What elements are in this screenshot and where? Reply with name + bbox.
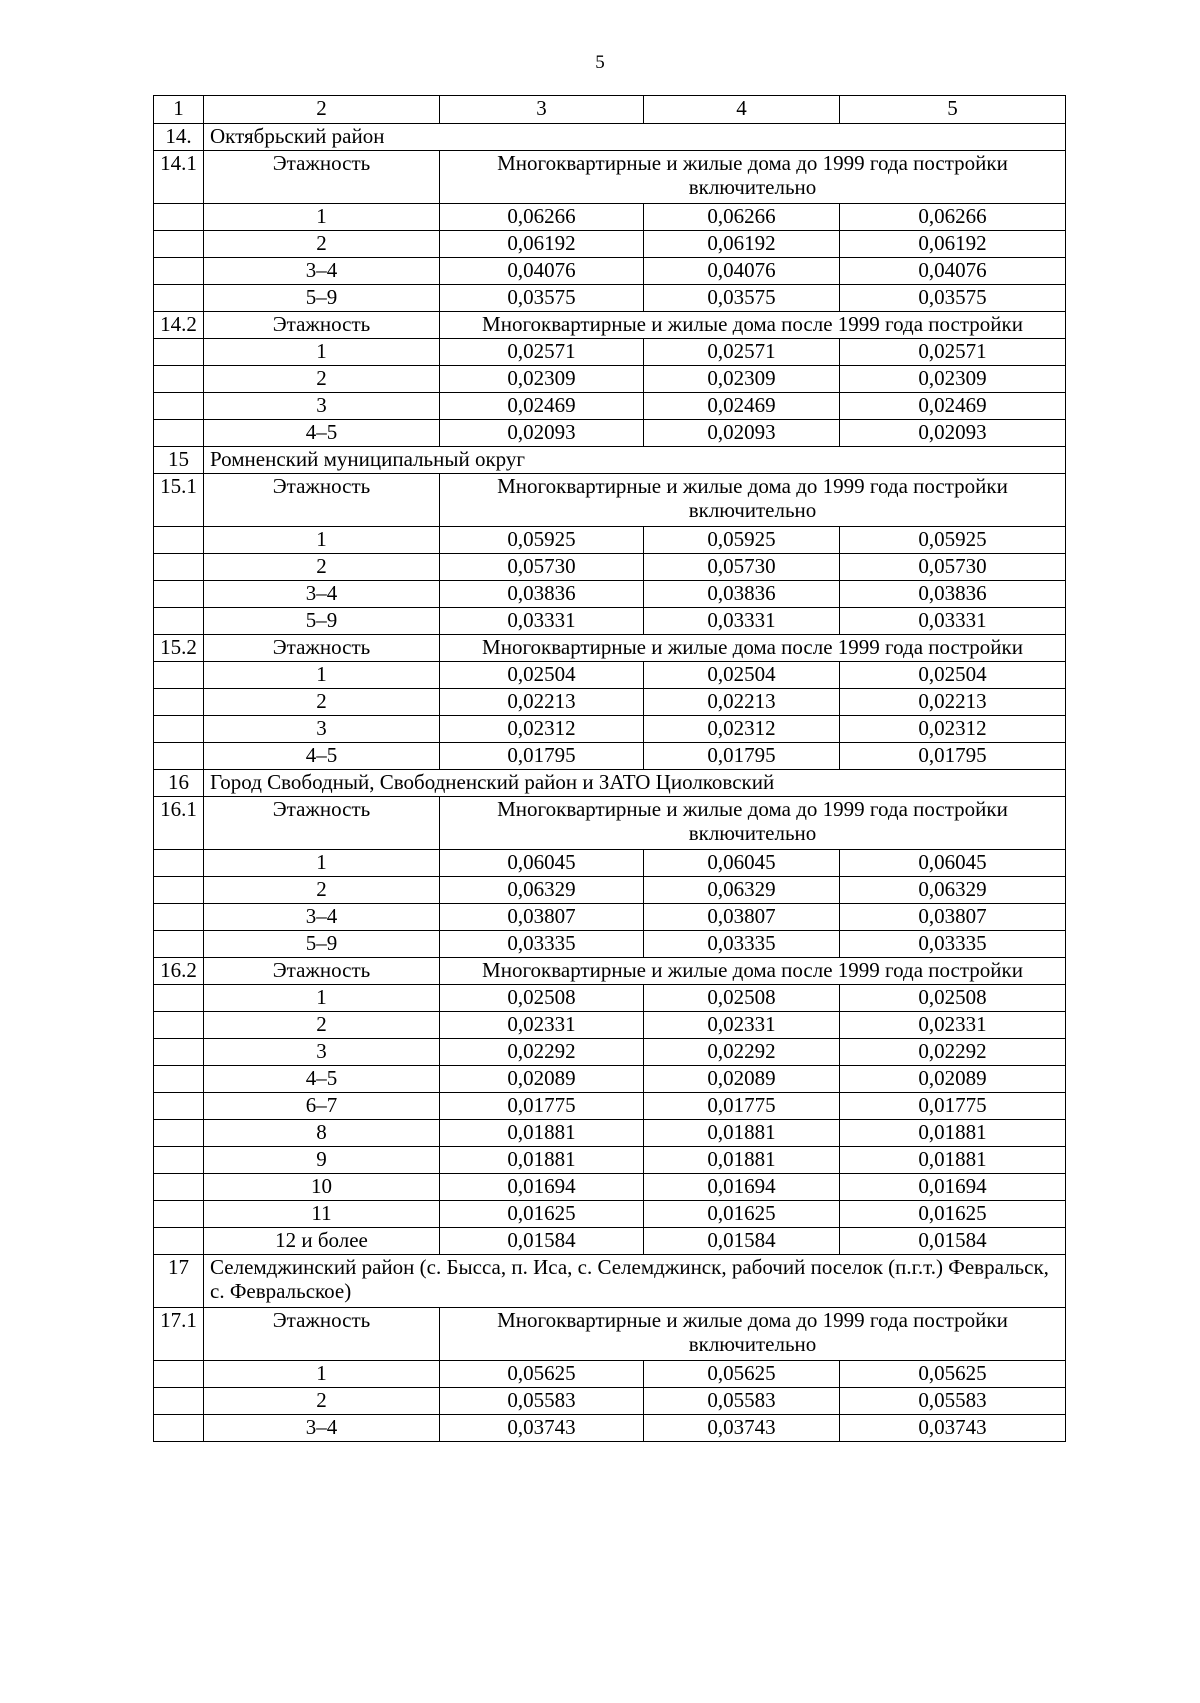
- floors-cell: 5–9: [204, 608, 440, 635]
- section-name: Селемджинский район (с. Бысса, п. Иса, с. Селемджинск, рабочий поселок (п.г.т.) Февральск, с. Февральское): [204, 1255, 1066, 1308]
- row-number-cell: [154, 743, 204, 770]
- value-col3: 0,03335: [440, 931, 644, 958]
- floors-cell: 8: [204, 1120, 440, 1147]
- value-col3: 0,04076: [440, 258, 644, 285]
- row-number-cell: [154, 420, 204, 447]
- value-col4: 0,01625: [644, 1201, 840, 1228]
- subsection-number: 15.1: [154, 474, 204, 527]
- value-col5: 0,03331: [840, 608, 1066, 635]
- value-col5: 0,06045: [840, 850, 1066, 877]
- table-body: [154, 96, 1066, 1442]
- row-number-cell: [154, 527, 204, 554]
- row-number-cell: [154, 366, 204, 393]
- section-row: [154, 770, 1066, 797]
- value-col5: 0,02312: [840, 716, 1066, 743]
- section-name: Город Свободный, Свободненский район и ЗАТО Циолковский: [204, 770, 1066, 797]
- row-number-cell: [154, 204, 204, 231]
- section-number: 16: [154, 770, 204, 797]
- value-col4: 0,02213: [644, 689, 840, 716]
- building-category: Многоквартирные и жилые дома до 1999 года постройки включительно: [440, 474, 1066, 527]
- floors-label: Этажность: [204, 958, 440, 985]
- floors-cell: 5–9: [204, 285, 440, 312]
- row-number-cell: [154, 716, 204, 743]
- row-number-cell: [154, 1201, 204, 1228]
- table-row: [154, 716, 1066, 743]
- table-row: [154, 366, 1066, 393]
- floors-cell: 2: [204, 554, 440, 581]
- value-col4: 0,02089: [644, 1066, 840, 1093]
- table-row: [154, 1415, 1066, 1442]
- floors-label: Этажность: [204, 312, 440, 339]
- value-col3: 0,02292: [440, 1039, 644, 1066]
- value-col4: 0,02331: [644, 1012, 840, 1039]
- section-row: [154, 1255, 1066, 1308]
- column-number: 3: [440, 96, 644, 124]
- value-col4: 0,02292: [644, 1039, 840, 1066]
- row-number-cell: [154, 1120, 204, 1147]
- value-col3: 0,06045: [440, 850, 644, 877]
- value-col4: 0,03335: [644, 931, 840, 958]
- table-row: [154, 285, 1066, 312]
- value-col3: 0,05730: [440, 554, 644, 581]
- value-col3: 0,02093: [440, 420, 644, 447]
- row-number-cell: [154, 1228, 204, 1255]
- floors-cell: 9: [204, 1147, 440, 1174]
- section-number: 15: [154, 447, 204, 474]
- section-row: [154, 447, 1066, 474]
- table-row: [154, 1388, 1066, 1415]
- value-col3: 0,01625: [440, 1201, 644, 1228]
- floors-cell: 3–4: [204, 258, 440, 285]
- value-col5: 0,06192: [840, 231, 1066, 258]
- row-number-cell: [154, 877, 204, 904]
- value-col5: 0,06266: [840, 204, 1066, 231]
- building-category: Многоквартирные и жилые дома после 1999 года постройки: [440, 312, 1066, 339]
- value-col3: 0,01881: [440, 1120, 644, 1147]
- value-col4: 0,05730: [644, 554, 840, 581]
- table-row: [154, 527, 1066, 554]
- subsection-number: 14.2: [154, 312, 204, 339]
- building-category: Многоквартирные и жилые дома до 1999 года постройки включительно: [440, 1308, 1066, 1361]
- value-col3: 0,03331: [440, 608, 644, 635]
- floors-cell: 2: [204, 366, 440, 393]
- table-row: [154, 1039, 1066, 1066]
- value-col3: 0,06329: [440, 877, 644, 904]
- row-number-cell: [154, 904, 204, 931]
- subsection-header-row: [154, 797, 1066, 850]
- value-col5: 0,01775: [840, 1093, 1066, 1120]
- value-col5: 0,02089: [840, 1066, 1066, 1093]
- floors-cell: 11: [204, 1201, 440, 1228]
- section-number: 14.: [154, 124, 204, 151]
- value-col4: 0,04076: [644, 258, 840, 285]
- value-col4: 0,03575: [644, 285, 840, 312]
- value-col5: 0,02469: [840, 393, 1066, 420]
- row-number-cell: [154, 1415, 204, 1442]
- value-col5: 0,03743: [840, 1415, 1066, 1442]
- row-number-cell: [154, 1093, 204, 1120]
- value-col4: 0,03807: [644, 904, 840, 931]
- value-col4: 0,05625: [644, 1361, 840, 1388]
- row-number-cell: [154, 931, 204, 958]
- row-number-cell: [154, 1388, 204, 1415]
- floors-cell: 5–9: [204, 931, 440, 958]
- floors-cell: 1: [204, 1361, 440, 1388]
- value-col3: 0,02089: [440, 1066, 644, 1093]
- floors-cell: 4–5: [204, 743, 440, 770]
- table-row: [154, 420, 1066, 447]
- value-col5: 0,03836: [840, 581, 1066, 608]
- value-col5: 0,03807: [840, 904, 1066, 931]
- building-category: Многоквартирные и жилые дома после 1999 года постройки: [440, 958, 1066, 985]
- section-name: Ромненский муниципальный округ: [204, 447, 1066, 474]
- subsection-number: 16.2: [154, 958, 204, 985]
- value-col4: 0,02508: [644, 985, 840, 1012]
- value-col5: 0,06329: [840, 877, 1066, 904]
- table-row: [154, 1120, 1066, 1147]
- value-col4: 0,02093: [644, 420, 840, 447]
- floors-cell: 3: [204, 716, 440, 743]
- row-number-cell: [154, 1361, 204, 1388]
- value-col5: 0,03575: [840, 285, 1066, 312]
- table-row: [154, 743, 1066, 770]
- value-col5: 0,01881: [840, 1147, 1066, 1174]
- row-number-cell: [154, 1012, 204, 1039]
- subsection-header-row: [154, 151, 1066, 204]
- floors-cell: 4–5: [204, 420, 440, 447]
- building-category: Многоквартирные и жилые дома до 1999 года постройки включительно: [440, 797, 1066, 850]
- floors-cell: 3–4: [204, 904, 440, 931]
- table-row: [154, 662, 1066, 689]
- table-row: [154, 1147, 1066, 1174]
- value-col4: 0,02309: [644, 366, 840, 393]
- table-row: [154, 393, 1066, 420]
- column-number: 1: [154, 96, 204, 124]
- column-number-row: [154, 96, 1066, 124]
- value-col5: 0,02292: [840, 1039, 1066, 1066]
- value-col5: 0,04076: [840, 258, 1066, 285]
- table-row: [154, 1361, 1066, 1388]
- floors-cell: 1: [204, 204, 440, 231]
- value-col3: 0,05625: [440, 1361, 644, 1388]
- value-col3: 0,02309: [440, 366, 644, 393]
- value-col4: 0,01881: [644, 1147, 840, 1174]
- table-row: [154, 1201, 1066, 1228]
- value-col4: 0,05583: [644, 1388, 840, 1415]
- value-col5: 0,01694: [840, 1174, 1066, 1201]
- floors-cell: 2: [204, 231, 440, 258]
- value-col5: 0,05730: [840, 554, 1066, 581]
- floors-cell: 3–4: [204, 581, 440, 608]
- floors-cell: 2: [204, 1012, 440, 1039]
- value-col3: 0,03836: [440, 581, 644, 608]
- value-col3: 0,02508: [440, 985, 644, 1012]
- subsection-number: 15.2: [154, 635, 204, 662]
- page-number: 5: [595, 52, 605, 73]
- table-row: [154, 608, 1066, 635]
- value-col3: 0,02469: [440, 393, 644, 420]
- value-col5: 0,01881: [840, 1120, 1066, 1147]
- value-col5: 0,02504: [840, 662, 1066, 689]
- column-number: 5: [840, 96, 1066, 124]
- value-col3: 0,01694: [440, 1174, 644, 1201]
- value-col4: 0,06192: [644, 231, 840, 258]
- row-number-cell: [154, 608, 204, 635]
- floors-cell: 3: [204, 393, 440, 420]
- floors-cell: 1: [204, 527, 440, 554]
- floors-cell: 2: [204, 689, 440, 716]
- building-category: Многоквартирные и жилые дома после 1999 года постройки: [440, 635, 1066, 662]
- row-number-cell: [154, 231, 204, 258]
- value-col4: 0,02469: [644, 393, 840, 420]
- floors-cell: 2: [204, 1388, 440, 1415]
- row-number-cell: [154, 1174, 204, 1201]
- value-col4: 0,06045: [644, 850, 840, 877]
- row-number-cell: [154, 850, 204, 877]
- value-col5: 0,05925: [840, 527, 1066, 554]
- value-col4: 0,02571: [644, 339, 840, 366]
- table-row: [154, 1174, 1066, 1201]
- row-number-cell: [154, 339, 204, 366]
- value-col3: 0,03743: [440, 1415, 644, 1442]
- table-row: [154, 204, 1066, 231]
- value-col5: 0,01795: [840, 743, 1066, 770]
- value-col5: 0,05583: [840, 1388, 1066, 1415]
- value-col3: 0,05583: [440, 1388, 644, 1415]
- table-row: [154, 1093, 1066, 1120]
- value-col5: 0,01625: [840, 1201, 1066, 1228]
- value-col4: 0,06266: [644, 204, 840, 231]
- column-number: 2: [204, 96, 440, 124]
- column-number: 4: [644, 96, 840, 124]
- subsection-number: 16.1: [154, 797, 204, 850]
- value-col5: 0,02093: [840, 420, 1066, 447]
- floors-cell: 3: [204, 1039, 440, 1066]
- value-col3: 0,05925: [440, 527, 644, 554]
- table-row: [154, 850, 1066, 877]
- floors-cell: 4–5: [204, 1066, 440, 1093]
- row-number-cell: [154, 985, 204, 1012]
- value-col3: 0,03807: [440, 904, 644, 931]
- row-number-cell: [154, 1039, 204, 1066]
- value-col4: 0,01881: [644, 1120, 840, 1147]
- table-row: [154, 258, 1066, 285]
- table-row: [154, 1228, 1066, 1255]
- section-name: Октябрьский район: [204, 124, 1066, 151]
- value-col5: 0,01584: [840, 1228, 1066, 1255]
- table-row: [154, 554, 1066, 581]
- floors-label: Этажность: [204, 151, 440, 204]
- value-col3: 0,01584: [440, 1228, 644, 1255]
- value-col4: 0,01775: [644, 1093, 840, 1120]
- value-col3: 0,02571: [440, 339, 644, 366]
- table-row: [154, 877, 1066, 904]
- floors-cell: 3–4: [204, 1415, 440, 1442]
- row-number-cell: [154, 285, 204, 312]
- table-row: [154, 689, 1066, 716]
- subsection-header-row: [154, 958, 1066, 985]
- value-col5: 0,02213: [840, 689, 1066, 716]
- table-row: [154, 931, 1066, 958]
- row-number-cell: [154, 258, 204, 285]
- floors-cell: 1: [204, 662, 440, 689]
- section-number: 17: [154, 1255, 204, 1308]
- value-col5: 0,02331: [840, 1012, 1066, 1039]
- table-row: [154, 231, 1066, 258]
- value-col3: 0,01795: [440, 743, 644, 770]
- floors-cell: 10: [204, 1174, 440, 1201]
- row-number-cell: [154, 662, 204, 689]
- value-col5: 0,02508: [840, 985, 1066, 1012]
- value-col4: 0,02312: [644, 716, 840, 743]
- value-col3: 0,03575: [440, 285, 644, 312]
- floors-cell: 1: [204, 850, 440, 877]
- value-col4: 0,01694: [644, 1174, 840, 1201]
- table-row: [154, 904, 1066, 931]
- floors-cell: 1: [204, 985, 440, 1012]
- subsection-number: 14.1: [154, 151, 204, 204]
- subsection-number: 17.1: [154, 1308, 204, 1361]
- value-col3: 0,02213: [440, 689, 644, 716]
- value-col3: 0,06266: [440, 204, 644, 231]
- value-col5: 0,02309: [840, 366, 1066, 393]
- table-row: [154, 1066, 1066, 1093]
- floors-label: Этажность: [204, 474, 440, 527]
- subsection-header-row: [154, 474, 1066, 527]
- value-col4: 0,03743: [644, 1415, 840, 1442]
- table-row: [154, 985, 1066, 1012]
- coefficients-table: [153, 95, 1066, 1442]
- floors-cell: 1: [204, 339, 440, 366]
- value-col4: 0,05925: [644, 527, 840, 554]
- value-col4: 0,01584: [644, 1228, 840, 1255]
- value-col4: 0,02504: [644, 662, 840, 689]
- floors-label: Этажность: [204, 797, 440, 850]
- value-col3: 0,01775: [440, 1093, 644, 1120]
- row-number-cell: [154, 689, 204, 716]
- building-category: Многоквартирные и жилые дома до 1999 года постройки включительно: [440, 151, 1066, 204]
- value-col3: 0,01881: [440, 1147, 644, 1174]
- table-row: [154, 339, 1066, 366]
- floors-label: Этажность: [204, 635, 440, 662]
- subsection-header-row: [154, 312, 1066, 339]
- floors-label: Этажность: [204, 1308, 440, 1361]
- row-number-cell: [154, 554, 204, 581]
- value-col4: 0,01795: [644, 743, 840, 770]
- value-col5: 0,05625: [840, 1361, 1066, 1388]
- table-row: [154, 581, 1066, 608]
- section-row: [154, 124, 1066, 151]
- subsection-header-row: [154, 635, 1066, 662]
- row-number-cell: [154, 581, 204, 608]
- row-number-cell: [154, 1066, 204, 1093]
- value-col3: 0,02331: [440, 1012, 644, 1039]
- value-col4: 0,03331: [644, 608, 840, 635]
- subsection-header-row: [154, 1308, 1066, 1361]
- table-row: [154, 1012, 1066, 1039]
- value-col5: 0,03335: [840, 931, 1066, 958]
- value-col3: 0,02504: [440, 662, 644, 689]
- value-col5: 0,02571: [840, 339, 1066, 366]
- floors-cell: 6–7: [204, 1093, 440, 1120]
- row-number-cell: [154, 1147, 204, 1174]
- floors-cell: 12 и более: [204, 1228, 440, 1255]
- floors-cell: 2: [204, 877, 440, 904]
- value-col4: 0,06329: [644, 877, 840, 904]
- value-col3: 0,02312: [440, 716, 644, 743]
- row-number-cell: [154, 393, 204, 420]
- value-col4: 0,03836: [644, 581, 840, 608]
- value-col3: 0,06192: [440, 231, 644, 258]
